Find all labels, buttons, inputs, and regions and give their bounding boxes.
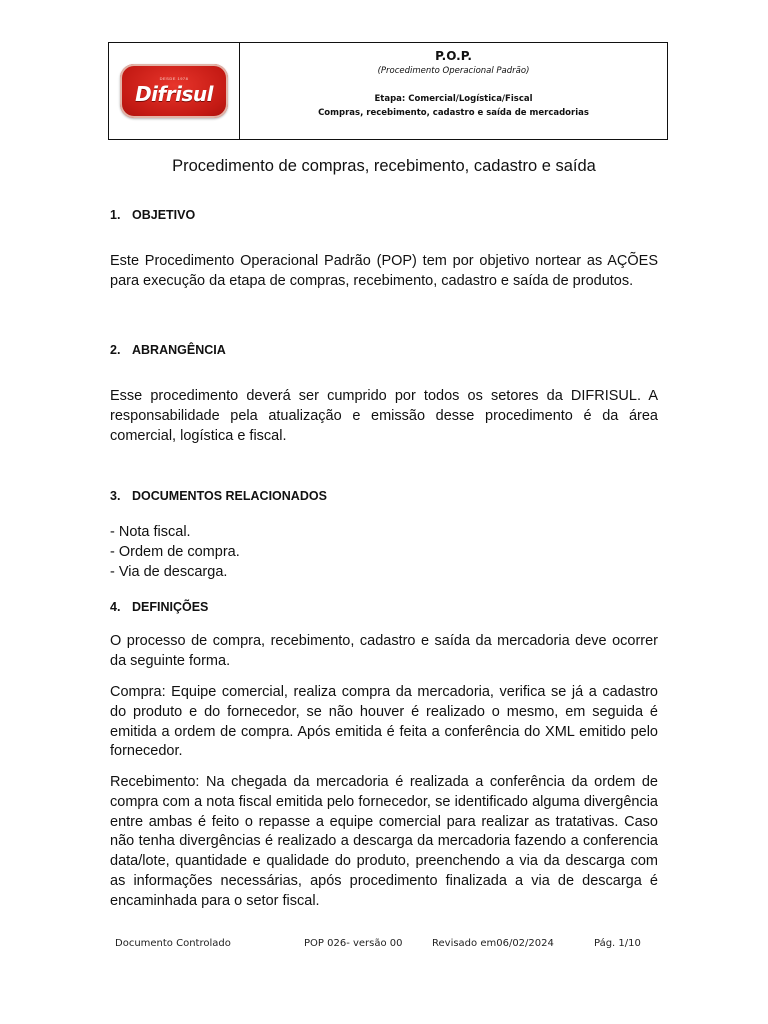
difrisul-logo (120, 64, 228, 118)
paragraph-definicoes-intro: O processo de compra, recebimento, cadastro e saída da mercadoria deve ocorrer da seguinte forma. (110, 633, 658, 669)
list-item: - Nota fiscal. (110, 524, 191, 540)
paragraph-compra: Compra: Equipe comercial, realiza compra da mercadoria, verifica se já a cadastro do produto e do fornecedor, se não houver é realizado o mesmo, em seguida é emitida a ordem de compra. Após emitida é feita a conferência do XML emitido pelo fornecedor. (110, 684, 658, 760)
footer-revised: Revisado em06/02/2024 (432, 938, 554, 949)
header-info (240, 43, 667, 139)
section-title: ABRANGÊNCIA (132, 343, 226, 357)
section-number: 1. (110, 208, 121, 222)
header-etapa: Etapa: Comercial/Logística/Fiscal (374, 94, 533, 104)
section-title: DOCUMENTOS RELACIONADOS (132, 489, 327, 503)
section-heading-objetivo (110, 208, 195, 222)
header-scope: Compras, recebimento, cadastro e saída de mercadorias (318, 108, 589, 118)
paragraph-recebimento: Recebimento: Na chegada da mercadoria é realizada a conferência da ordem de compra com a nota fiscal emitida pelo fornecedor, se identificado alguma divergência entre ambas é feito o repasse a equipe comercial para realizar as tratativas. Caso não tenha divergências é realizado a descarga da mercadoria fazendo a conferencia data/lote, quantidade e qualidade do produto, preenchendo a via da descarga com as informações necessárias, após procedimento finalizada a via de descarga é encaminhada para o setor fiscal. (110, 774, 658, 909)
paragraph-objetivo: Este Procedimento Operacional Padrão (POP) tem por objetivo nortear as AÇÕES para execução da etapa de compras, recebimento, cadastro e saída de produtos. (110, 253, 658, 289)
section-heading-documentos (110, 489, 327, 503)
section-title: DEFINIÇÕES (132, 600, 209, 614)
footer-page-number: Pág. 1/10 (594, 938, 641, 949)
header-title: P.O.P. (435, 49, 472, 63)
paragraph-abrangencia: Esse procedimento deverá ser cumprido por todos os setores da DIFRISUL. A responsabilidade pela atualização e emissão desse procedimento é da área comercial, logística e fiscal. (110, 388, 658, 444)
section-heading-abrangencia (110, 343, 226, 357)
document-header (108, 42, 668, 140)
section-heading-definicoes (110, 600, 208, 614)
section-number: 3. (110, 489, 121, 503)
footer-version: POP 026- versão 00 (304, 938, 403, 949)
footer-control: Documento Controlado (115, 938, 231, 949)
logo-cell (109, 43, 240, 139)
list-item: - Via de descarga. (110, 563, 228, 580)
section-number: 4. (110, 600, 121, 614)
document-title: Procedimento de compras, recebimento, cadastro e saída (172, 157, 596, 175)
section-number: 2. (110, 343, 121, 357)
logo-brand-text: Difrisul (135, 82, 213, 106)
list-item: - Ordem de compra. (110, 543, 240, 560)
logo-tagline: DESDE 1978 (159, 76, 189, 81)
header-subtitle: (Procedimento Operacional Padrão) (377, 66, 530, 76)
section-title: OBJETIVO (132, 208, 196, 222)
documents-list (110, 523, 240, 582)
